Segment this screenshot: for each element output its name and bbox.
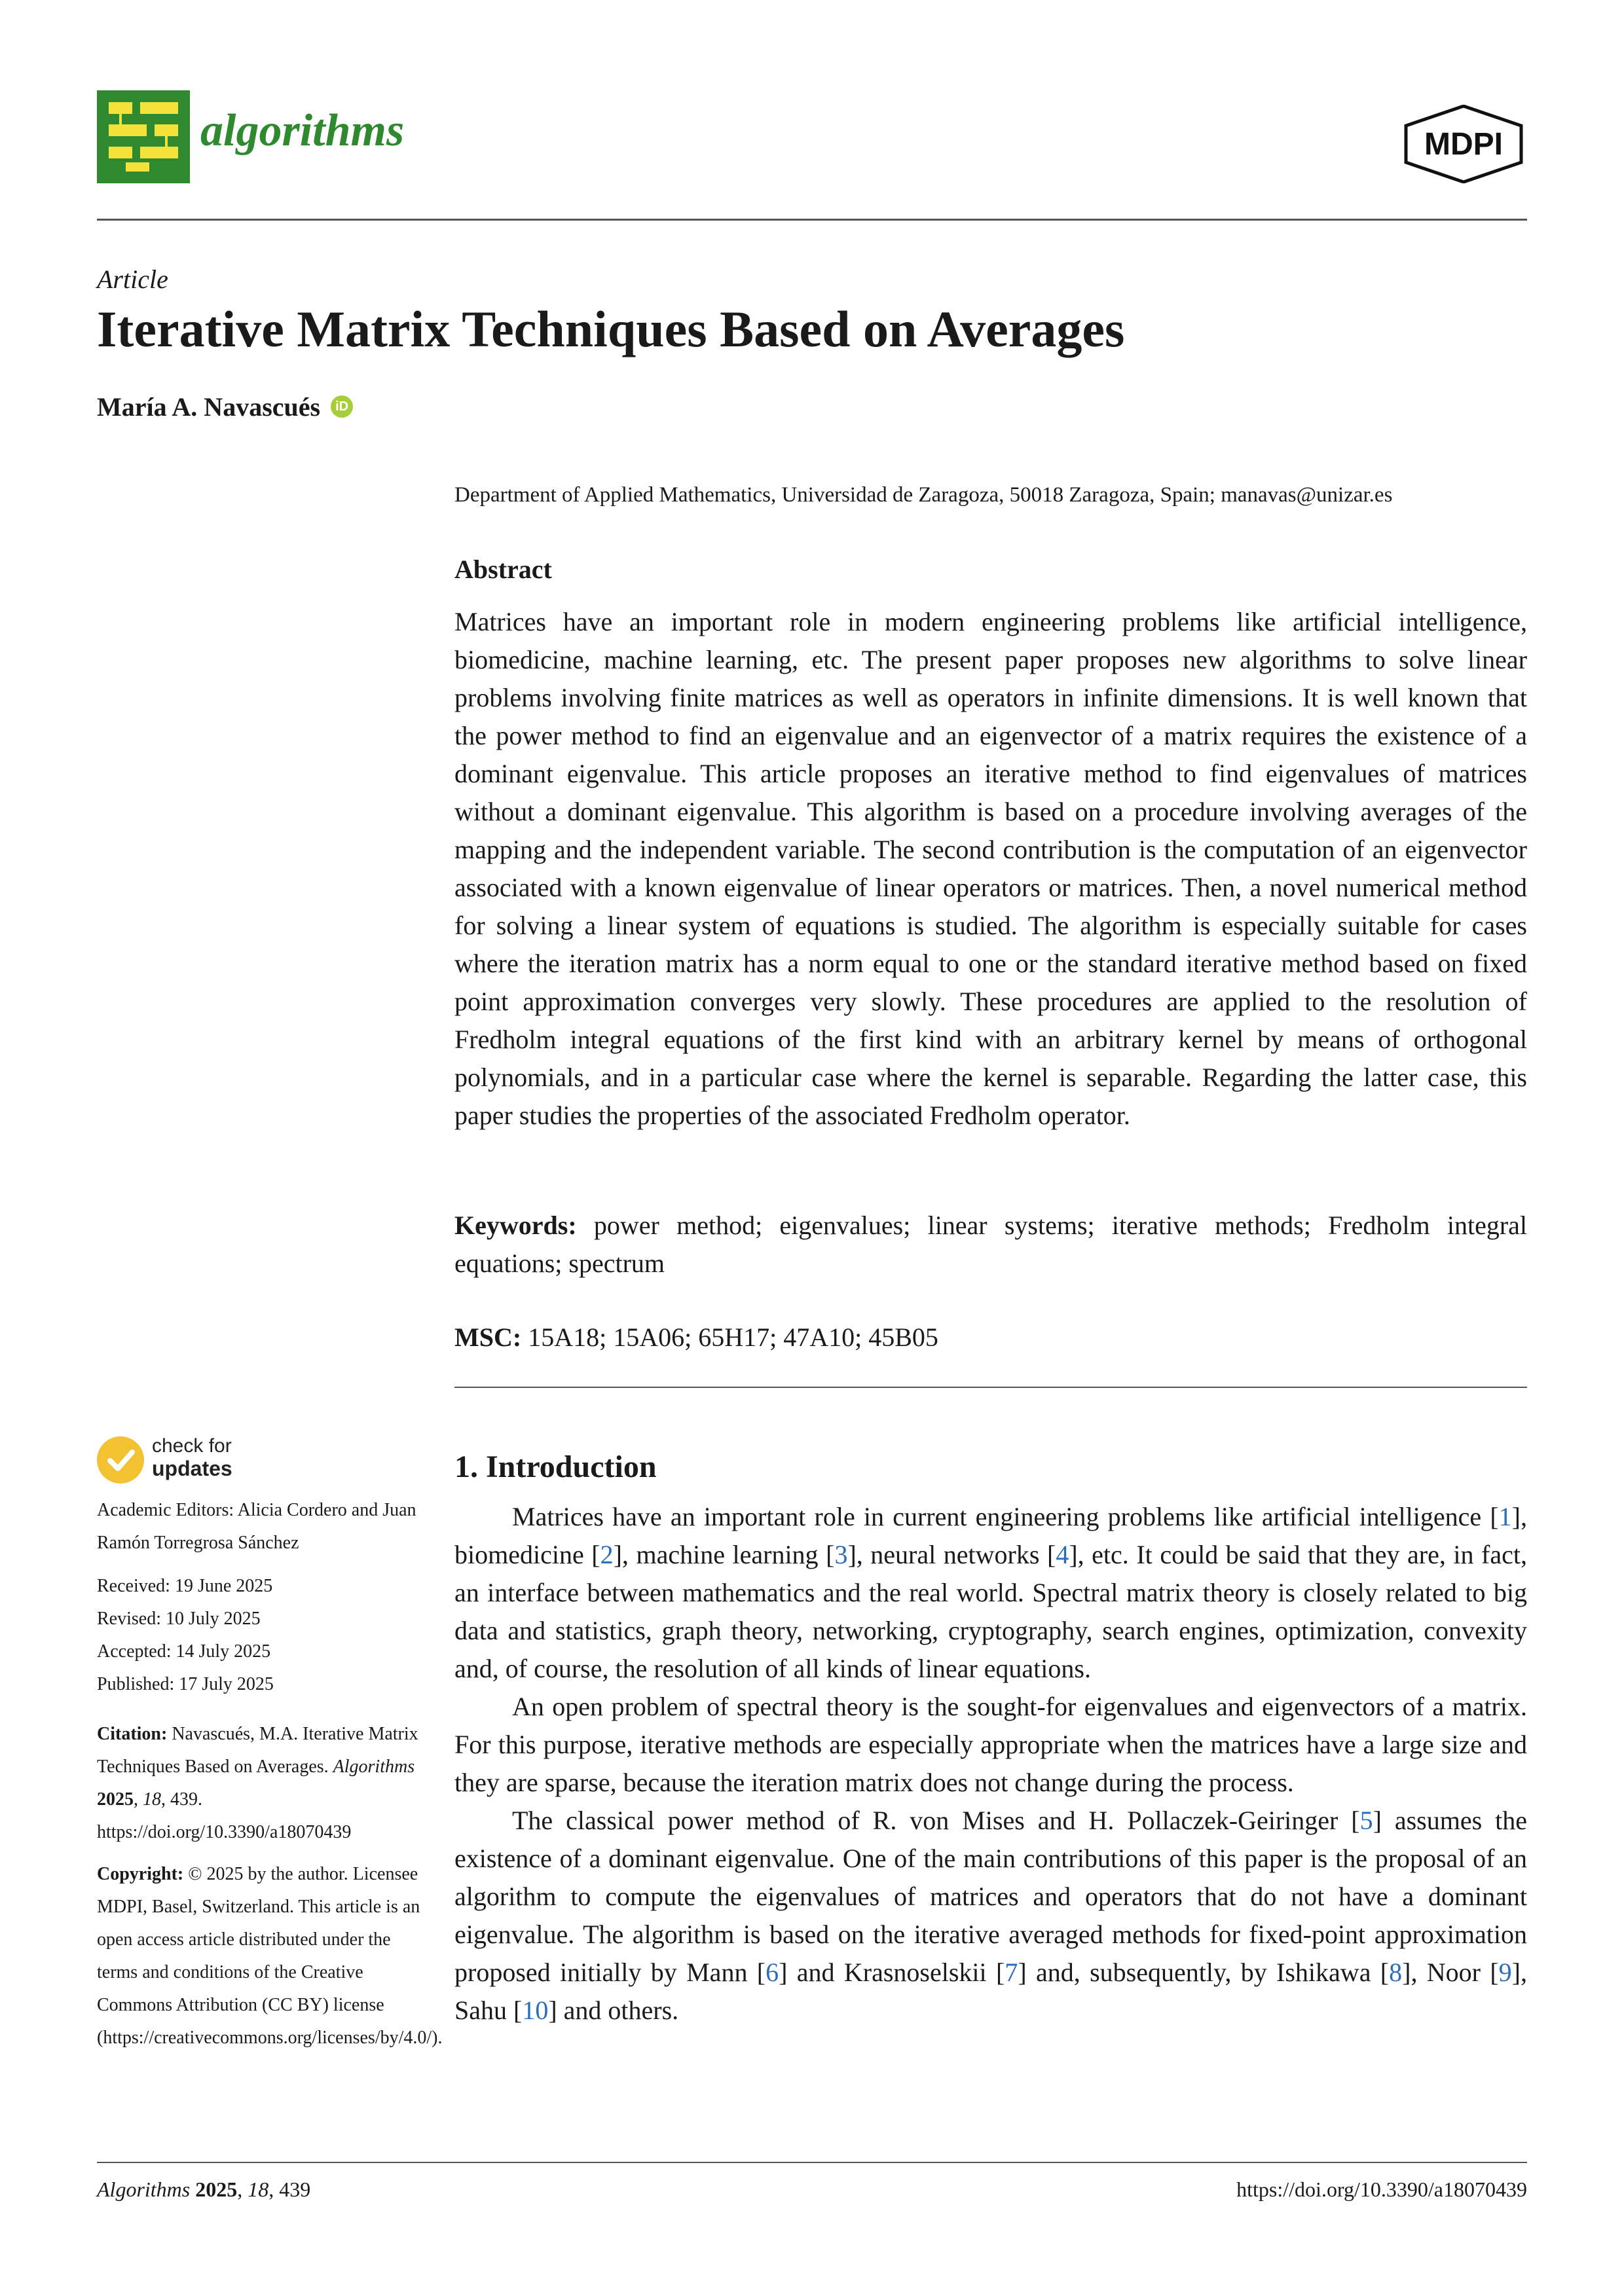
reference-link[interactable]: 5 [1359,1806,1373,1835]
keywords-text: power method; eigenvalues; linear systems; iterative methods; Fredholm integral equations; spectrum [454,1211,1528,1278]
check-for-updates-button[interactable] [97,1434,313,1486]
citation-year: 2025 [97,1789,134,1810]
citation-authors: Navascués, M.A. Iterative Matrix Techniques Based on Averages. [97,1724,418,1777]
journal-logo [97,90,190,183]
reference-link[interactable]: 7 [1005,1958,1018,1987]
intro-paragraph-1: Matrices have an important role in current engineering problems like artificial intelligence [1], biomedicine [2], machine learning [3], neural networks [4], etc. It could be said that they are, in fact, an interface between mathematics and the real world. Spectral matrix theory is closely related to big data and statistics, graph theory, networking, cryptography, search engines, optimization, convexity and, of course, the resolution of all kinds of linear equations. [454,1502,1527,1683]
revised-date: Revised: 10 July 2025 [97,1609,261,1629]
orcid-icon[interactable]: iD [331,395,353,418]
introduction-body [454,1498,1527,2030]
footer-doi-link[interactable]: https://doi.org/10.3390/a18070439 [1236,2178,1527,2201]
intro-paragraph-3: The classical power method of R. von Mises and H. Pollaczek-Geiringer [5] assumes the existence of a dominant eigenvalue. One of the main contributions of this paper is the proposal of an algorithm to compute the eigenvalues of matrices and operators that do not have a dominant eigenvalue. The algorithm is based on the iterative averaged methods for fixed-point approximation proposed initially by Mann [6] and Krasnoselskii [7] and, subsequently, by Ishikawa [8], Noor [9], Sahu [10] and others. [454,1806,1527,2025]
dates [97,1570,424,1701]
intro-paragraph-2: An open problem of spectral theory is the sought-for eigenvalues and eigenvectors of a matrix. For this purpose, iterative methods are especially appropriate when the matrices have a large size and they are sparse, because the iteration matrix does not change during the process. [454,1692,1527,1797]
footer-article: , 439 [268,2178,311,2201]
msc-text: 15A18; 15A06; 65H17; 47A10; 45B05 [528,1322,938,1352]
abstract-heading: Abstract [454,555,552,584]
svg-text:MDPI: MDPI [1424,127,1503,162]
journal-name[interactable]: algorithms [200,105,405,156]
author-name[interactable]: María A. Navascués [97,392,321,422]
citation-volume: 18 [143,1789,161,1810]
copyright-label: Copyright: [97,1864,184,1884]
reference-link[interactable]: 10 [522,1995,549,2025]
abstract-text: Matrices have an important role in modern engineering problems like artificial intelligence, biomedicine, machine learning, etc. The present paper proposes new algorithms to solve linear problems involving finite matrices as well as operators in infinite dimensions. It is well known that the power method to find an eigenvalue and an eigenvector of a matrix requires the existence of a dominant eigenvalue. This article proposes an iterative method to find eigenvalues of matrices without a dominant eigenvalue. This algorithm is based on a procedure involving averages of the mapping and the independent variable. The second contribution is the computation of an eigenvector associated with a known eigenvalue of linear operators or matrices. Then, a novel numerical method for solving a linear system of equations is studied. The algorithm is especially suitable for cases where the iteration matrix has a norm equal to one or the standard iterative method based on fixed point approximation converges very slowly. These procedures are applied to the resolution of Fredholm integral equations of the first kind with an arbitrary kernel by means of orthogonal polynomials, and in a particular case where the kernel is separable. Regarding the latter case, this paper studies the properties of the associated Fredholm operator. [454,607,1527,1130]
reference-link[interactable]: 6 [766,1958,779,1987]
page-title: Iterative Matrix Techniques Based on Averages [97,301,1125,357]
msc-label: MSC: [454,1322,522,1352]
footer-citation: Algorithms 2025, 18, 439 [97,2178,311,2201]
citation-doi[interactable]: , 439. https://doi.org/10.3390/a18070439 [97,1789,352,1842]
footer-volume: 18 [248,2178,269,2201]
citation-label: Citation: [97,1724,168,1744]
check-line1: check for [152,1435,232,1457]
check-icon [97,1436,144,1484]
mdpi-logo[interactable] [1401,105,1526,183]
footer-divider [97,2162,1527,2163]
header-divider [97,219,1527,221]
reference-link[interactable]: 4 [1056,1540,1069,1569]
citation: Citation: Navascués, M.A. Iterative Matrix Techniques Based on Averages. Algorithms 2025, 18, 439. https://doi.org/10.3390/a18070439 [97,1724,418,1842]
footer-year: 2025 [195,2178,238,2201]
reference-link[interactable]: 9 [1498,1958,1512,1987]
abstract-divider [454,1387,1527,1388]
copyright [97,1858,443,2054]
published-date: Published: 17 July 2025 [97,1674,274,1694]
keywords [454,1207,1527,1283]
copyright-text: © 2025 by the author. Licensee MDPI, Basel, Switzerland. This article is an open access article distributed under the terms and conditions of the Creative Commons Attribution (CC BY) license (https://creativecommons.org/licenses/by/4.0/). [97,1864,443,2048]
msc [454,1319,938,1357]
citation-journal: Algorithms [333,1757,415,1777]
affiliation: Department of Applied Mathematics, Universidad de Zaragoza, 50018 Zaragoza, Spain; manavas@unizar.es [454,483,1393,507]
accepted-date: Accepted: 14 July 2025 [97,1641,271,1662]
keywords-label: Keywords: [454,1211,577,1240]
academic-editors: Academic Editors: Alicia Cordero and Juan Ramón Torregrosa Sánchez [97,1500,416,1553]
reference-link[interactable]: 1 [1498,1502,1512,1531]
article-type: Article [97,264,168,294]
author-line [97,392,353,422]
footer-journal: Algorithms [97,2178,191,2201]
reference-link[interactable]: 8 [1389,1958,1403,1987]
reference-link[interactable]: 3 [834,1540,848,1569]
received-date: Received: 19 June 2025 [97,1576,273,1596]
reference-link[interactable]: 2 [600,1540,614,1569]
check-line2: updates [152,1457,232,1480]
section-heading-introduction: 1. Introduction [454,1449,657,1484]
